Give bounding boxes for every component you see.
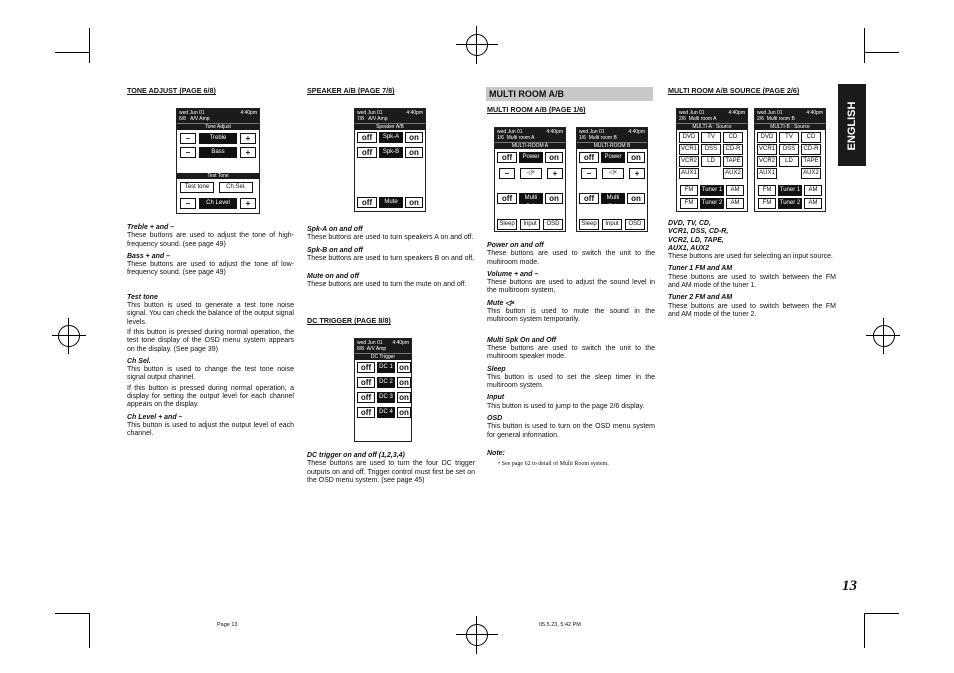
vcr2-a-button[interactable]: VCR2 (679, 156, 699, 167)
dc2-on-button[interactable]: on (397, 377, 411, 388)
cd-b-button[interactable]: CD (801, 132, 821, 143)
tv-a-button[interactable]: TV (701, 132, 721, 143)
power-b-off-button[interactable]: off (579, 152, 599, 163)
input-b-button[interactable]: Input (602, 219, 622, 230)
power-a-label: Power (519, 152, 543, 163)
tape-a-button[interactable]: TAPE (723, 156, 743, 167)
dc4-label: DC 4 (377, 407, 395, 418)
dc2-label: DC 2 (377, 377, 395, 388)
aux1-b-button[interactable]: AUX1 (757, 168, 777, 179)
dc3-on-button[interactable]: on (397, 392, 411, 403)
speaker-section-title: SPEAKER A/B (PAGE 7/8) (307, 86, 395, 95)
tuner2-a-fm-button[interactable]: FM (680, 198, 698, 209)
dc-trigger-section-title: DC TRIGGER (PAGE 8/8) (307, 316, 391, 325)
crop-mark (864, 613, 865, 648)
tuner1-a-label: Tuner 1 (700, 185, 724, 196)
registration-mark (873, 325, 895, 347)
vcr1-b-button[interactable]: VCR1 (757, 144, 777, 155)
input-a-button[interactable]: Input (520, 219, 540, 230)
treble-plus-button[interactable]: + (240, 133, 256, 144)
dc1-label: DC 1 (377, 362, 395, 373)
speaker-ab-screen: wed Jun 01 4:40pm 7/8 A/V Amp Speaker A/B off Spk-A on off Spk-B on off Mute on (354, 108, 426, 212)
source-description: DVD, TV, CD, VCR1, DSS, CD-R, VCR2, LD, TAPE, AUX1, AUX2 These buttons are used for selecting an input source. Tuner 1 FM and AM These buttons are used to switch between the FM and AM mode of the tuner 1. Tuner 2 FM and AM These buttons are used to switch between the FM and AM mode of the tuner 2. (668, 220, 836, 318)
mute-a-button[interactable]: ◁× (520, 168, 542, 179)
power-a-on-button[interactable]: on (545, 152, 563, 163)
multi-room-b-screen: wed Jun 01 4:40pm 1/6 Multi room B MULTI-ROOM B off Power on – ◁× + off Multi Spk on Sleep Input OSD (576, 127, 648, 232)
treble-minus-button[interactable]: – (180, 133, 196, 144)
registration-mark (466, 34, 488, 56)
cdr-b-button[interactable]: CD-R (801, 144, 821, 155)
multi-room-a-screen: wed Jun 01 4:40pm 1/6 Multi room A MULTI-ROOM A off Power on – ◁× + off Multi Spk on Sleep Input OSD (494, 127, 566, 232)
volume-a-minus-button[interactable]: – (499, 168, 515, 179)
crop-mark (89, 613, 90, 648)
tape-b-button[interactable]: TAPE (801, 156, 821, 167)
dc3-label: DC 3 (377, 392, 395, 403)
spk-b-off-button[interactable]: off (357, 147, 377, 158)
cdr-a-button[interactable]: CD-R (723, 144, 743, 155)
power-b-label: Power (601, 152, 625, 163)
bass-label: Bass (199, 147, 237, 158)
footer-page: Page 13 (217, 622, 238, 628)
spk-a-off-button[interactable]: off (357, 132, 377, 143)
crop-mark (55, 613, 90, 614)
dvd-b-button[interactable]: DVD (757, 132, 777, 143)
bass-plus-button[interactable]: + (240, 147, 256, 158)
registration-mark (466, 624, 488, 646)
tone-adjust-screen: wed Jun 01 4:40pm 6/8 A/V Amp Tone Adjust – Treble + – Bass + Test Tone Test tone Ch.Sel. – Ch Level + (176, 108, 260, 214)
ch-level-minus-button[interactable]: – (180, 198, 196, 209)
sleep-a-button[interactable]: Sleep (497, 219, 517, 230)
tuner2-a-am-button[interactable]: AM (726, 198, 744, 209)
registration-mark (58, 325, 80, 347)
tuner1-b-fm-button[interactable]: FM (758, 185, 776, 196)
multi-spk-b-label: Multi Spk (601, 193, 625, 204)
dc4-on-button[interactable]: on (397, 407, 411, 418)
test-tone-bar: Test Tone (177, 173, 259, 179)
cd-a-button[interactable]: CD (723, 132, 743, 143)
ld-b-button[interactable]: LD (779, 156, 799, 167)
bass-minus-button[interactable]: – (180, 147, 196, 158)
crop-mark (55, 52, 90, 53)
language-tab: ENGLISH (838, 84, 866, 166)
spk-a-on-button[interactable]: on (405, 132, 423, 143)
multi-a-source-screen: wed Jun 01 4:40pm 2/6 Multi room A MULTI-A : Source DVD TV CD VCR1 DSS CD-R VCR2 LD TAPE AUX1 AUX2 FM Tuner 1 AM FM Tuner 2 AM (676, 108, 748, 212)
spk-a-label: Spk-A (379, 132, 403, 143)
sleep-b-button[interactable]: Sleep (579, 219, 599, 230)
volume-b-minus-button[interactable]: – (581, 168, 597, 179)
dss-a-button[interactable]: DSS (701, 144, 721, 155)
dc1-off-button[interactable]: off (357, 362, 375, 373)
tuner2-a-label: Tuner 2 (700, 198, 724, 209)
dvd-a-button[interactable]: DVD (679, 132, 699, 143)
tuner2-b-fm-button[interactable]: FM (758, 198, 776, 209)
multi-spk-b-on-button[interactable]: on (627, 193, 645, 204)
tuner2-b-label: Tuner 2 (778, 198, 802, 209)
crop-mark (864, 52, 899, 53)
ch-sel-button[interactable]: Ch.Sel. (219, 182, 253, 193)
spk-b-on-button[interactable]: on (405, 147, 423, 158)
page-number: 13 (842, 578, 857, 594)
dc-trigger-description: DC trigger on and off (1,2,3,4) These buttons are used to turn the four DC trigger outputs on and off. Trigger control must first be set on the OSD menu system. (see page 45) (307, 452, 475, 484)
multi-room-heading: MULTI ROOM A/B (486, 87, 653, 101)
crop-mark (89, 28, 90, 63)
test-tone-button[interactable]: Test tone (180, 182, 214, 193)
multi-spk-a-label: Multi Spk (519, 193, 543, 204)
crop-mark (864, 28, 865, 63)
dc3-off-button[interactable]: off (357, 392, 375, 403)
tone-description: Treble + and – These buttons are used to adjust the tone of high-frequency sound. (see page 49) Bass + and – These buttons are used to adjust the tone of low-frequency sound. (see page 49) Test tone This button is used to generate a test tone noise signal. You can check the balance of the output signal levels. If this button is pressed during normal operation, the test tone display of the OSD menu system appears on the display. (See page 39) Ch Sel. This button is used to change the test tone noise signal output channel. If this button is pressed during normal operation, a display for setting the output level for each channel appears on the display. Ch Level + and – This button is used to adjust the output level of each channel. (127, 224, 294, 438)
multi-spk-a-off-button[interactable]: off (497, 193, 517, 204)
crop-mark (864, 613, 899, 614)
power-a-off-button[interactable]: off (497, 152, 517, 163)
vcr1-a-button[interactable]: VCR1 (679, 144, 699, 155)
mute-on-button[interactable]: on (405, 197, 423, 208)
multi-spk-b-off-button[interactable]: off (579, 193, 599, 204)
mute-b-button[interactable]: ◁× (602, 168, 624, 179)
multi-b-source-screen: wed Jun 01 4:40pm 2/6 Multi room B MULTI-B : Source DVD TV CD VCR1 DSS CD-R VCR2 LD TAPE AUX1 AUX2 FM Tuner 1 AM FM Tuner 2 AM (754, 108, 826, 212)
ch-level-label: Ch Level (199, 198, 237, 209)
mute-off-button[interactable]: off (357, 197, 377, 208)
power-b-on-button[interactable]: on (627, 152, 645, 163)
volume-b-plus-button[interactable]: + (629, 168, 645, 179)
osd-b-button[interactable]: OSD (625, 219, 645, 230)
tuner1-b-am-button[interactable]: AM (804, 185, 822, 196)
tuner1-b-label: Tuner 1 (778, 185, 802, 196)
mute-label: Mute (379, 197, 403, 208)
tuner1-a-am-button[interactable]: AM (726, 185, 744, 196)
dc-trigger-screen: wed Jun 01 4:40pm 8/8 A/V Amp DC Trigger off DC 1 on off DC 2 on off DC 3 on off DC 4 on (354, 338, 412, 442)
aux2-a-button[interactable]: AUX2 (723, 168, 743, 179)
multi-room-section-title: MULTI ROOM A/B (PAGE 1/6) (487, 105, 586, 114)
aux2-b-button[interactable]: AUX2 (801, 168, 821, 179)
dc1-on-button[interactable]: on (397, 362, 411, 373)
source-section-title: MULTI ROOM A/B SOURCE (PAGE 2/6) (668, 86, 800, 95)
multi-room-note: • See page 62 to detail of Multi Room system. (498, 461, 609, 467)
tv-b-button[interactable]: TV (779, 132, 799, 143)
dc4-off-button[interactable]: off (357, 407, 375, 418)
multi-room-description: Power on and off These buttons are used to switch the unit to the multiroom mode. Volume + and – These buttons are used to adjust the sound level in the multiroom system. Mute ◁× This button is used to mute the sound in the multiroom system temporarily. Multi Spk On and Off These buttons are used to switch the unit to the multiroom speaker mode. Sleep This button is used to set the sleep timer in the multiroom system. Input This button is used to jump to the page 2/6 display. OSD This button is used to turn on the OSD menu system for general information. Note: (487, 242, 655, 457)
speaker-description: Spk-A on and off These buttons are used to turn speakers A on and off. Spk-B on and off These buttons are used to turn speakers B on and off. Mute on and off These buttons are used to turn the mute on and off. (307, 226, 475, 289)
dc2-off-button[interactable]: off (357, 377, 375, 388)
volume-a-plus-button[interactable]: + (547, 168, 563, 179)
ld-a-button[interactable]: LD (701, 156, 721, 167)
tone-section-title: TONE ADJUST (PAGE 6/8) (127, 86, 216, 95)
dss-b-button[interactable]: DSS (779, 144, 799, 155)
tuner1-a-fm-button[interactable]: FM (680, 185, 698, 196)
aux1-a-button[interactable]: AUX1 (679, 168, 699, 179)
treble-label: Treble (199, 133, 237, 144)
tuner2-b-am-button[interactable]: AM (804, 198, 822, 209)
footer-timestamp: 05.5.23, 5:42 PM (539, 622, 581, 628)
vcr2-b-button[interactable]: VCR2 (757, 156, 777, 167)
multi-spk-a-on-button[interactable]: on (545, 193, 563, 204)
spk-b-label: Spk-B (379, 147, 403, 158)
ch-level-plus-button[interactable]: + (240, 198, 256, 209)
osd-a-button[interactable]: OSD (543, 219, 563, 230)
